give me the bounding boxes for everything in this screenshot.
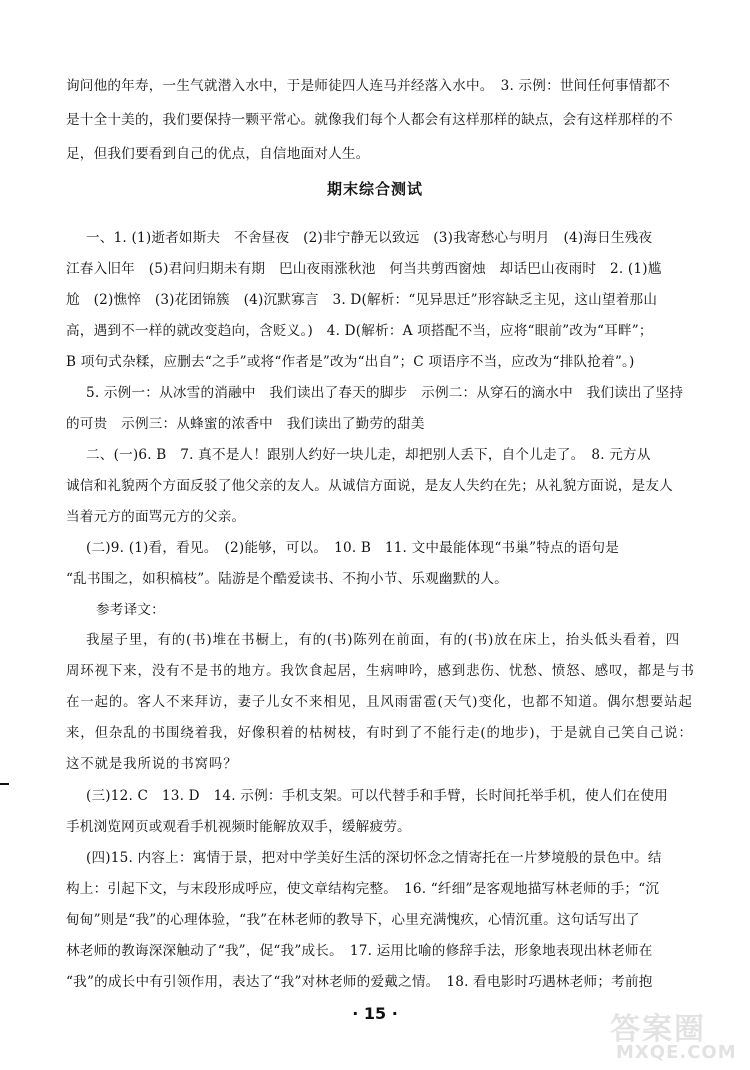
text-line: 5. 示例一：从冰雪的消融中 我们读出了春天的脚步 示例二：从穿石的滴水中 我们读出了坚持 [86,385,684,401]
text-line: 一、1. (1)逝者如斯夫 不舍昼夜 (2)非宁静无以致远 (3)我寄愁心与明月 (4)海日生残夜 [86,230,653,246]
text-line: (三)12. C 13. D 14. 示例：手机支架。可以代替手和手臂，长时间托举手机，使人们在使用 [86,788,668,804]
text-line: 构上：引起下文，与末段形成呼应，使文章结构完整。 16. “纤细”是客观地描写林老师的手；“沉 [66,881,660,897]
page-edge-mark [0,783,9,785]
text-line: 林老师的教诲深深触动了“我”，促“我”成长。 17. 运用比喻的修辞手法，形象地表现出林老师在 [66,943,653,959]
text-line: 当着元方的面骂元方的父亲。 [66,509,246,525]
translation-line: 周环视下来，没有不是书的地方。我饮食起居，生病呻吟，感到悲伤、忧愁、愤怒、感叹，都是与书 [66,664,695,679]
text-line: 的可贵 示例三：从蜂蜜的浓香中 我们读出了勤劳的甜美 [66,416,425,432]
text-line: 二、(一)6. B 7. 真不是人！跟别人约好一块儿走，却把别人丢下，自个儿走了。 8. 元方从 [86,447,651,463]
text-line: 是十全十美的，我们要保持一颗平常心。就像我们每个人都会有这样那样的缺点，会有这样那样的不 [66,112,673,128]
text-line: 足，但我们要看到自己的优点，自信地面对人生。 [66,146,370,162]
translation-label: 参考译文： [96,602,165,618]
text-line: 甸甸”则是“我”的心理体验，“我”在林老师的教导下，心里充满愧疚，心情沉重。这句话写出了 [66,912,640,928]
text-line: 询问他的年寿，一生气就潜入水中，于是师徒四人连马并经落入水中。 3. 示例：世间任何事情都不 [66,78,671,94]
translation-line: 在一起的。客人不来拜访，妻子儿女不来相见，且风雨雷雹(天气)变化，也都不知道。偶尔想要站起 [66,695,693,710]
text-line: 江春入旧年 (5)君问归期未有期 巴山夜雨涨秋池 何当共剪西窗烛 却话巴山夜雨时 2. (1)尴 [66,261,662,277]
text-line: (二)9. (1)看，看见。 (2)能够，可以。 10. B 11. 文中最能体现“书巢”特点的语句是 [86,540,619,556]
text-line: 高，遇到不一样的就改变趋向，含贬义。) 4. D(解析：A 项搭配不当，应将“眼前”改为“耳畔”； [66,323,653,339]
text-line: “乱书围之，如积槁枝”。陆游是个酷爱读书、不拘小节、乐观幽默的人。 [66,571,508,587]
watermark-logo [602,1000,750,1070]
text-line: “我”的成长中有引领作用，表达了“我”对林老师的爱戴之情。 18. 看电影时巧遇林老师；考前抱 [66,974,653,990]
translation-line: 来，但杂乱的书围绕着我，好像积着的枯树枝，有时到了不能行走(的地步)，于是就自己笑自己说： [66,726,693,741]
text-line: (四)15. 内容上：寓情于景，把对中学美好生活的深切怀念之情寄托在一片梦境般的景色中。结 [86,850,662,866]
text-line: 诚信和礼貌两个方面反驳了他父亲的友人。从诚信方面说，是友人失约在先；从礼貌方面说，是友人 [66,478,673,494]
translation-line: 我屋子里，有的(书)堆在书橱上，有的(书)陈列在前面，有的(书)放在床上，抬头低头看着，四 [86,633,681,648]
section-title: 期末综合测试 [326,180,423,198]
watermark-url-text: MXQE.COM [616,1042,737,1063]
page-number: · 15 · [352,1004,398,1023]
translation-line: 这不就是我所说的书窝吗？ [66,757,238,772]
text-line: 尬 (2)憔悴 (3)花团锦簇 (4)沉默寡言 3. D(解析：“见异思迁”形容缺乏主见，这山望着那山 [66,292,658,308]
text-line: B 项句式杂糅，应删去“之手”或将“作者是”改为“出自”；C 项语序不当，应改为“排队抢着”。) [66,354,635,370]
text-line: 手机浏览网页或观看手机视频时能解放双手，缓解疲劳。 [66,819,411,835]
watermark-logo-text: 答案圈 [610,1012,706,1047]
